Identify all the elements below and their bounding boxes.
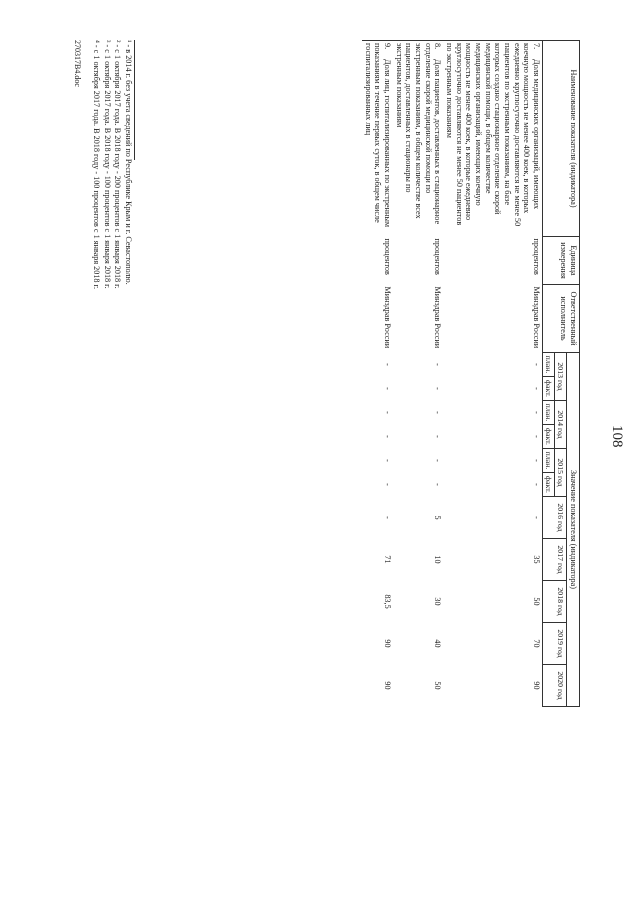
- header-executor: Ответственный исполнитель: [542, 285, 579, 353]
- table-row: [362, 41, 393, 707]
- header-plan: план.: [542, 401, 554, 425]
- value-cell: 71: [382, 555, 392, 564]
- indicator-name: Доля пациентов, доставленных в стационарное отделение скорой медицинской помощи по экстренным показаниям, в общем количестве всех пациентов, доставленных в стационары по экстренным показаниям: [394, 43, 443, 225]
- value-cell: -: [433, 483, 443, 486]
- value-cell: -: [531, 411, 541, 414]
- page-number: 108: [609, 425, 625, 448]
- executor-cell: Минздрав России: [382, 286, 392, 349]
- value-cell: 90: [382, 639, 392, 648]
- header-2019: 2019 год: [542, 623, 566, 665]
- indicator-name: Доля лиц, госпитализированных по экстренным показаниям в течение первых суток, в общем числе госпитализированных лиц: [363, 43, 392, 228]
- value-cell: 50: [531, 597, 541, 606]
- header-2016: 2016 год: [542, 497, 566, 539]
- value-cell: 90: [531, 681, 541, 690]
- header-fact: факт.: [542, 473, 554, 497]
- value-cell: -: [531, 459, 541, 462]
- document-id: 270317B4.doc: [73, 40, 82, 87]
- table-row: [443, 41, 542, 707]
- footnotes: [90, 40, 133, 289]
- row-number: 7.: [531, 43, 541, 50]
- value-cell: 10: [433, 555, 443, 564]
- indicators-table: [362, 40, 580, 707]
- header-2018: 2018 год: [542, 581, 566, 623]
- footnote: ¹ - в 2014 г. без учета сведений по Республике Крым и г. Севастополю.: [124, 40, 133, 285]
- table-row: [393, 41, 443, 707]
- value-cell: -: [433, 363, 443, 366]
- header-2017: 2017 год: [542, 539, 566, 581]
- value-cell: -: [531, 387, 541, 390]
- footnote: ² - с 1 октября 2017 года. В 2018 году - 200 процентов с 1 января 2018 г.: [113, 40, 123, 289]
- row-number: 8.: [433, 43, 443, 50]
- value-cell: -: [531, 435, 541, 438]
- value-cell: -: [433, 459, 443, 462]
- value-cell: -: [433, 387, 443, 390]
- footnote: ⁴ - с 1 октября 2017 года. В 2018 году - 100 процентов с 1 января 2018 г.: [92, 40, 102, 290]
- indicator-name: Доля медицинских организаций, имеющих коечную мощность не менее 400 коек, в которых ежедневно круглосуточно доставляются не менее 50 пациентов по экстренным показаниям, на базе которых создано стационарное отделение скорой медицинской помощи, в общем количестве медицинских организаций, имеющих коечную мощность не менее 400 коек, в которые ежедневно круглосуточно доставляются не менее 50 пациентов по экстренным показаниям: [444, 43, 541, 227]
- footnote-divider: [134, 40, 135, 160]
- header-name: Наименование показателя (индикатора): [542, 41, 579, 237]
- header-fact: факт.: [542, 425, 554, 449]
- unit-cell: процентов: [531, 238, 541, 275]
- row-number: 9.: [382, 43, 392, 50]
- value-cell: 30: [433, 597, 443, 606]
- header-plan: план.: [542, 449, 554, 473]
- footnote: ³ - с 1 октября 2017 года. В 2018 году - 100 процентов с 1 января 2018 г.: [102, 40, 112, 289]
- value-cell: 35: [531, 555, 541, 564]
- value-cell: 5: [433, 515, 443, 520]
- value-cell: -: [382, 363, 392, 366]
- header-values-group: Значение показателя (индикатора): [567, 353, 580, 707]
- value-cell: 70: [531, 639, 541, 648]
- value-cell: -: [382, 411, 392, 414]
- value-cell: -: [433, 435, 443, 438]
- value-cell: -: [382, 483, 392, 486]
- executor-cell: Минздрав России: [433, 286, 443, 349]
- value-cell: 90: [382, 681, 392, 690]
- unit-cell: процентов: [382, 238, 392, 275]
- value-cell: -: [531, 483, 541, 486]
- header-fact: факт.: [542, 377, 554, 401]
- unit-cell: процентов: [433, 238, 443, 275]
- value-cell: 40: [433, 639, 443, 648]
- value-cell: -: [382, 459, 392, 462]
- value-cell: 83,5: [382, 594, 392, 609]
- rotated-sheet: [60, 40, 625, 850]
- value-cell: -: [531, 516, 541, 519]
- header-2015: 2015 год: [555, 449, 567, 497]
- value-cell: -: [382, 387, 392, 390]
- value-cell: -: [382, 516, 392, 519]
- header-unit: Единица измерения: [542, 237, 579, 285]
- value-cell: -: [382, 435, 392, 438]
- header-plan: план.: [542, 353, 554, 377]
- value-cell: -: [531, 363, 541, 366]
- header-2020: 2020 год: [542, 665, 566, 707]
- value-cell: -: [433, 411, 443, 414]
- executor-cell: Минздрав России: [531, 286, 541, 349]
- value-cell: 50: [433, 681, 443, 690]
- header-2013: 2013 год: [555, 353, 567, 401]
- header-2014: 2014 год: [555, 401, 567, 449]
